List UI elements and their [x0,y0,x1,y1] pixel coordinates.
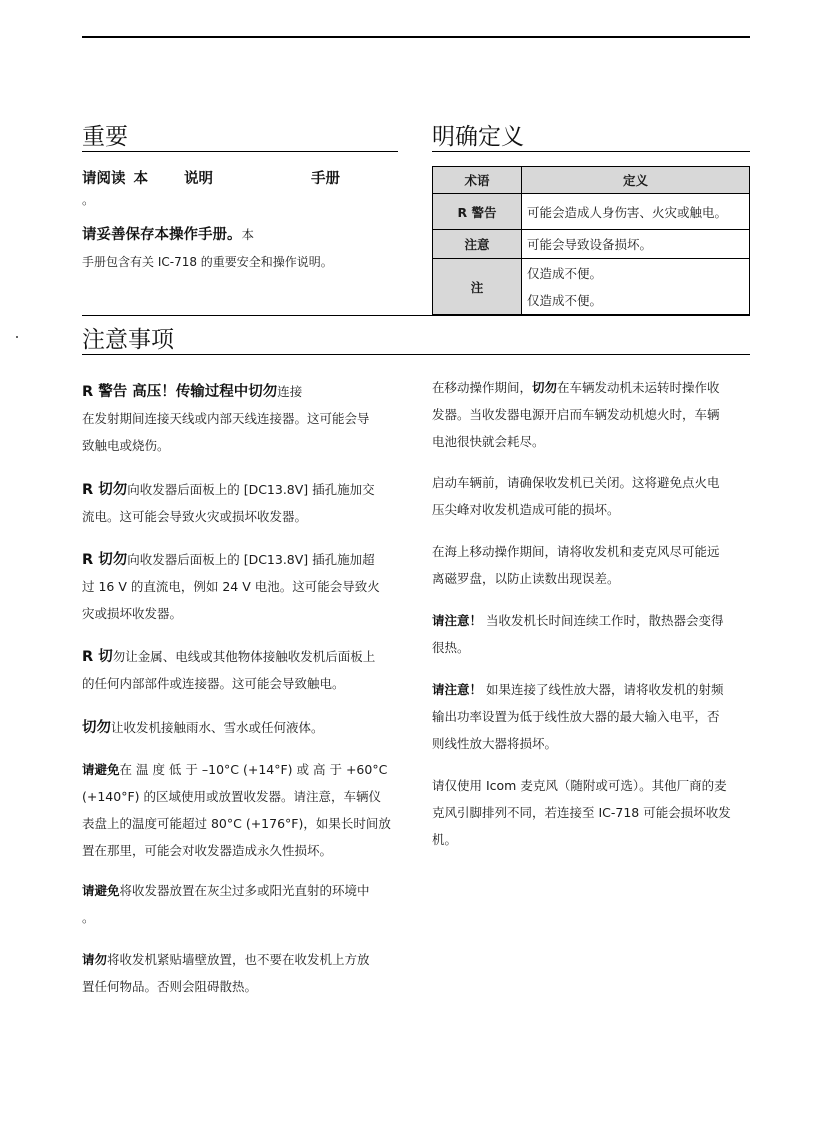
warning-overvoltage: R 切勿向收发器后面板上的 [DC13.8V] 插孔施加超 [82,552,375,568]
caution-temperature-l4: 置在那里，可能会对收发器造成永久性损坏。 [82,843,333,858]
precautions-top-rule [82,315,432,316]
mobile-operation-l3: 电池很快就会耗尽。 [432,434,545,449]
stray-mark [16,336,18,338]
warning-high-voltage-l3: 致触电或烧伤。 [82,438,170,453]
warning-ac-power: R 切勿向收发器后面板上的 [DC13.8V] 插孔施加交 [82,482,375,498]
definitions-col-def: 定义 [522,167,750,194]
important-heading-rule [82,151,398,152]
important-read-line-end: 。 [82,192,95,207]
caution-dust: 请避免将收发器放置在灰尘过多或阳光直射的环境中 [82,883,370,898]
linear-amp-note: 请注意！ 如果连接了线性放大器，请将收发机的射频 [432,682,724,697]
caution-temperature-l2: (+140°F) 的区域使用或放置收发器。请注意，车辆仪 [82,789,381,804]
def-note-line-2: 仅造成不便。 [527,292,603,308]
microphone-note-l3: 机。 [432,832,458,847]
warning-high-voltage-l2: 在发射期间连接天线或内部天线连接器。这可能会导 [82,411,370,426]
caution-wall-l2: 置任何物品。否则会阻碍散热。 [82,979,258,994]
table-row [433,230,750,259]
def-caution: 可能会导致设备损坏。 [522,230,750,259]
vehicle-start: 启动车辆前，请确保收发机已关闭。这将避免点火电 [432,475,720,490]
vehicle-start-l2: 压尖峰对收发机造成可能的损坏。 [432,502,620,517]
linear-amp-note-l2: 输出功率设置为低于线性放大器的最大输入电平，否 [432,709,720,724]
microphone-note: 请仅使用 Icom 麦克风（随附或可选）。其他厂商的麦 [432,778,727,793]
definitions-col-term: 术语 [433,167,522,194]
caution-temperature: 请避免在 温 度 低 于 –10°C (+14°F) 或 高 于 +60°C [82,762,388,777]
definitions-table [432,166,750,315]
mobile-operation: 在移动操作期间，切勿在车辆发动机未运转时操作收 [432,380,720,395]
microphone-note-l2: 克风引脚排列不同，若连接至 IC-718 可能会损坏收发 [432,805,731,820]
table-row [433,194,750,230]
linear-amp-note-l3: 则线性放大器将损坏。 [432,736,558,751]
precautions-heading-rule [82,354,750,355]
marine-operation-l2: 离磁罗盘，以防止读数出现误差。 [432,571,620,586]
term-note: 注 [433,259,522,315]
important-heading: 重要 [82,124,128,150]
term-caution: 注意 [433,230,522,259]
warning-overvoltage-l3: 灾或损坏收发器。 [82,606,183,621]
caution-dust-l2: 。 [82,910,95,925]
def-warning: 可能会造成人身伤害、火灾或触电。 [522,194,750,230]
caution-temperature-l3: 表盘上的温度可能超过 80°C (+176°F)，如果长时间放 [82,816,391,831]
important-read-line: 请阅读 本 说明 手册 [82,171,340,187]
table-row [433,259,750,315]
warning-metal-contact: R 切勿让金属、电线或其他物体接触收发机后面板上 [82,649,376,665]
marine-operation: 在海上移动操作期间，请将收发机和麦克风尽可能远 [432,544,720,559]
warning-high-voltage: R 警告 高压！传输过程中切勿连接 [82,384,303,400]
warning-ac-power-l2: 流电。这可能会导致火灾或损坏收发器。 [82,509,308,524]
top-rule [82,36,750,38]
important-save-line: 请妥善保存本操作手册。本 [82,227,255,243]
caution-liquid: 切勿让收发机接触雨水、雪水或任何液体。 [82,720,324,736]
warning-overvoltage-l2: 过 16 V 的直流电，例如 24 V 电池。这可能会导致火 [82,579,380,594]
def-note [522,259,750,315]
definitions-heading: 明确定义 [432,124,524,150]
precautions-heading: 注意事项 [82,327,174,353]
term-warning: R 警告 [433,194,522,230]
caution-wall: 请勿将收发机紧贴墙壁放置，也不要在收发机上方放 [82,952,370,967]
important-save-line2: 手册包含有关 IC-718 的重要安全和操作说明。 [82,255,333,269]
heatsink-note-l2: 很热。 [432,640,470,655]
mobile-operation-l2: 发器。当收发器电源开启而车辆发动机熄火时，车辆 [432,407,720,422]
table-bottom-rule [432,315,750,316]
def-note-line-1: 仅造成不便。 [527,265,603,281]
definitions-heading-rule [432,151,750,152]
heatsink-note: 请注意！ 当收发机长时间连续工作时，散热器会变得 [432,613,724,628]
warning-metal-contact-l2: 的任何内部部件或连接器。这可能会导致触电。 [82,676,345,691]
